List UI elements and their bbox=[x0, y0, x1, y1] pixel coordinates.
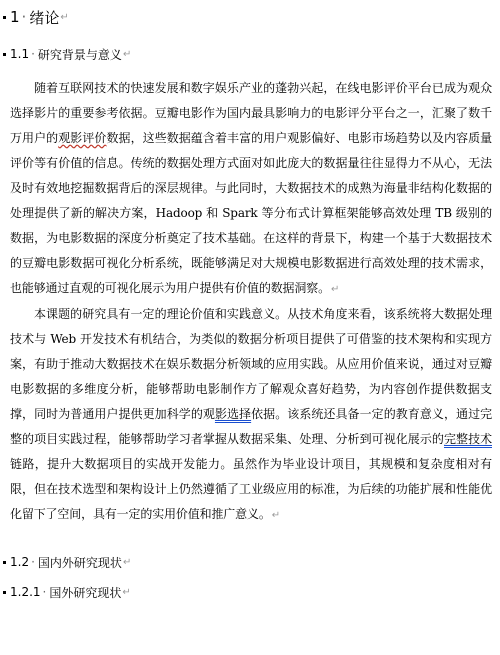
paragraph-text: 链路，提升大数据项目的实战开发能力。虽然作为毕业设计项目，其规模和复杂度相对有限，但在技术选型和架构设计上仍然遵循了工业级应用的标准，为后续的功能扩展和性能优化留下了空间，具有一定的实用价值和推广意义。 bbox=[10, 457, 492, 521]
chapter-number: 1 bbox=[10, 8, 20, 26]
paragraph-mark-icon: ↵ bbox=[122, 556, 132, 568]
subsection-heading-1-2-1[interactable] bbox=[10, 582, 492, 602]
body-paragraph-significance[interactable] bbox=[10, 302, 492, 528]
heading-bullet bbox=[3, 591, 6, 594]
heading-bullet bbox=[3, 53, 6, 56]
section-number: 1.2 bbox=[10, 555, 30, 569]
chapter-title: 绪论 bbox=[29, 8, 60, 27]
paragraph-mark-icon: ↵ bbox=[271, 510, 280, 521]
section-heading-1-1[interactable] bbox=[10, 44, 492, 64]
section-title: 研究背景与意义 bbox=[37, 47, 122, 62]
section-title: 国内外研究现状 bbox=[37, 555, 122, 570]
body-paragraph-background[interactable] bbox=[10, 76, 492, 302]
heading-separator: · bbox=[31, 47, 35, 61]
subsection-number: 1.2.1 bbox=[10, 585, 41, 599]
heading-bullet bbox=[3, 561, 6, 564]
paragraph-text: 数据，这些数据蕴含着丰富的用户观影偏好、电影市场趋势以及内容质量评价等有价值的信息。传统的数据处理方式面对如此庞大的数据量往往显得力不从心，无法及时有效地挖掘数据背后的深层规律。与此同时，大数据技术的成熟为海量非结构化数据的处理提供了新的解决方案，Hadoop 和 Spark 等分布式计算框架能够高效处理 TB 级别的数据，为电影数据的深度分析奠定了技术基础。在这样的背景下，构建一个基于大数据技术的豆瓣电影数据可视化分析系统，既能够满足对大规模电影数据进行高效处理的技术需求，也能够通过直观的可视化展示为用户提供有价值的数据洞察。 bbox=[10, 131, 493, 295]
paragraph-mark-icon: ↵ bbox=[122, 586, 131, 598]
heading-bullet bbox=[3, 16, 6, 19]
paragraph-text: 本课题的研究具有一定的理论价值和实践意义。从技术角度来看，该系统将大数据处理技术与 Web 开发技术有机结合，为类似的数据分析项目提供了可借鉴的技术架构和实现方案，有助于推动大数据技术在娱乐数据分析领域的应用实践。从应用价值来说，通过对豆瓣电影数据的多维度分析，能够帮助电影制作方了解观众喜好趋势，为内容创作提供数据支撑，同时为普通用户提供更加科学的观 bbox=[10, 307, 492, 421]
paragraph-mark-icon: ↵ bbox=[330, 284, 340, 295]
heading-separator: · bbox=[21, 8, 27, 26]
section-heading-1-2[interactable] bbox=[10, 552, 492, 572]
spellcheck-underline: 观影评价 bbox=[58, 131, 107, 145]
heading-separator: · bbox=[42, 585, 47, 599]
paragraph-text: 随着互联网技术的快速发展和数字娱乐产业的蓬勃兴起，在线电影评价平台已成为观众选择影片的重要参考依据。豆瓣电影作为国内最具影响力的电影评分平台之一，汇聚了数千万用户的 bbox=[10, 81, 492, 145]
chapter-heading[interactable] bbox=[10, 6, 492, 28]
section-number: 1.1 bbox=[10, 47, 30, 61]
subsection-title: 国外研究现状 bbox=[49, 585, 122, 600]
grammar-underline: 完整技术 bbox=[443, 432, 492, 446]
paragraph-mark-icon: ↵ bbox=[60, 11, 69, 23]
paragraph-text: 依据。该系统还具备一定的教育意义，通过完整的项目实践过程，能够帮助学习者掌握从数据采集、处理、分析到可视化展示的 bbox=[10, 407, 492, 446]
paragraph-mark-icon: ↵ bbox=[122, 48, 132, 60]
grammar-underline: 影选择 bbox=[214, 407, 252, 421]
heading-separator: · bbox=[31, 555, 35, 569]
